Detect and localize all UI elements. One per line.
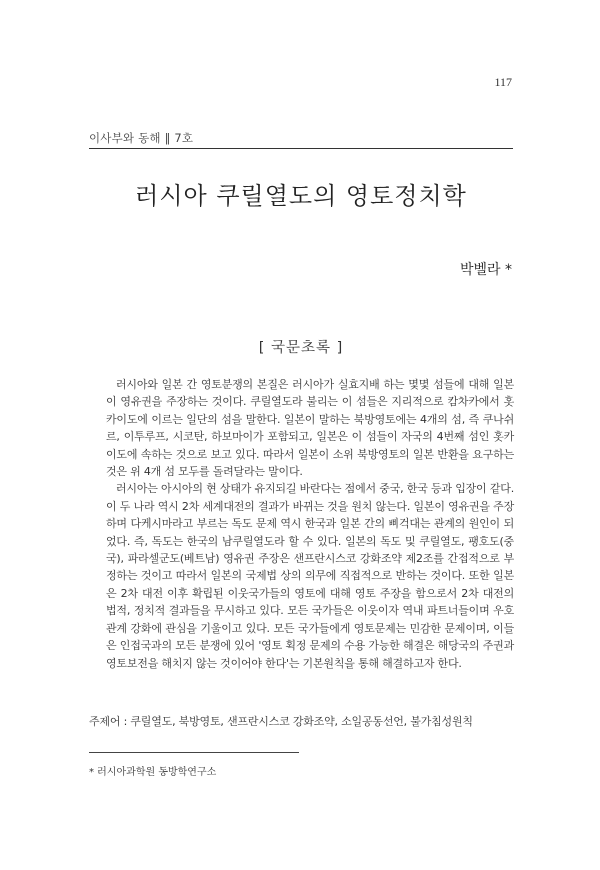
header-divider <box>89 148 513 149</box>
abstract-paragraph: 러시아와 일본 간 영토분쟁의 본질은 러시아가 실효지배 하는 몇몇 섬들에 대해 일본이 영유권을 주장하는 것이다. 쿠릴열도라 불리는 이 섬들은 지리적으로 캄차카에서 홋카이도에 이르는 일단의 섬을 말한다. 일본이 말하는 북방영토에는 4개의 섬, 즉 쿠나쉬르, 이투루프, 시코탄, 하보마이가 포함되고, 일본은 이 섬들이 자국의 4번째 섬인 홋카이도에 속하는 것으로 보고 있다. 따라서 일본이 소위 북방영토의 일본 반환을 요구하는 것은 위 4개 섬 모두를 돌려달라는 말이다. <box>106 378 514 479</box>
abstract-paragraph: 러시아는 아시아의 현 상태가 유지되길 바란다는 점에서 중국, 한국 등과 입장이 같다. 이 두 나라 역시 2차 세계대전의 결과가 바뀌는 것을 원치 않는다. 일본이 영유권을 주장하며 다케시마라고 부르는 독도 문제 역시 한국과 일본 간의 삐걱대는 관계의 원인이 되었다. 즉, 독도는 한국의 남쿠릴열도라 할 수 있다. 일본의 독도 및 쿠릴열도, 팽호도(중국), 파라셀군도(베트남) 영유권 주장은 샌프란시스코 강화조약 제2조를 간접적으로 부정하는 것이고 따라서 일본의 국제법 상의 의무에 직접적으로 반하는 것이다. 또한 일본은 2차 대전 이후 확립된 이웃국가들의 영토에 대해 영토 주장을 함으로서 2차 대전의 법적, 정치적 결과들을 무시하고 있다. 모든 국가들은 이웃이자 역내 파트너들이며 우호 관계 강화에 관심을 기울이고 있다. 모든 국가들에게 영토문제는 민감한 문제이며, 이들은 인접국과의 모든 분쟁에 있어 '영토 획정 문제의 수용 가능한 해결은 해당국의 주권과 영토보전을 해치지 않는 것이어야 한다'는 기본원칙을 통해 해결하고자 한다. <box>106 482 514 670</box>
page-number: 117 <box>494 75 512 89</box>
keywords: 주제어 : 쿠릴열도, 북방영토, 샌프란시스코 강화조약, 소일공동선언, 불가침성원칙 <box>89 715 473 728</box>
paper-title: 러시아 쿠릴열도의 영토정치학 <box>135 182 467 210</box>
running-header: 이사부와 동해 ‖ 7호 <box>89 131 194 145</box>
author: 박벨라 * <box>459 262 512 278</box>
author-affiliation-footnote: * 러시아과학원 동방학연구소 <box>89 767 217 778</box>
footnote-divider <box>89 752 299 753</box>
abstract-body <box>106 376 514 672</box>
abstract-heading: [ 국문초록 ] <box>258 340 344 356</box>
